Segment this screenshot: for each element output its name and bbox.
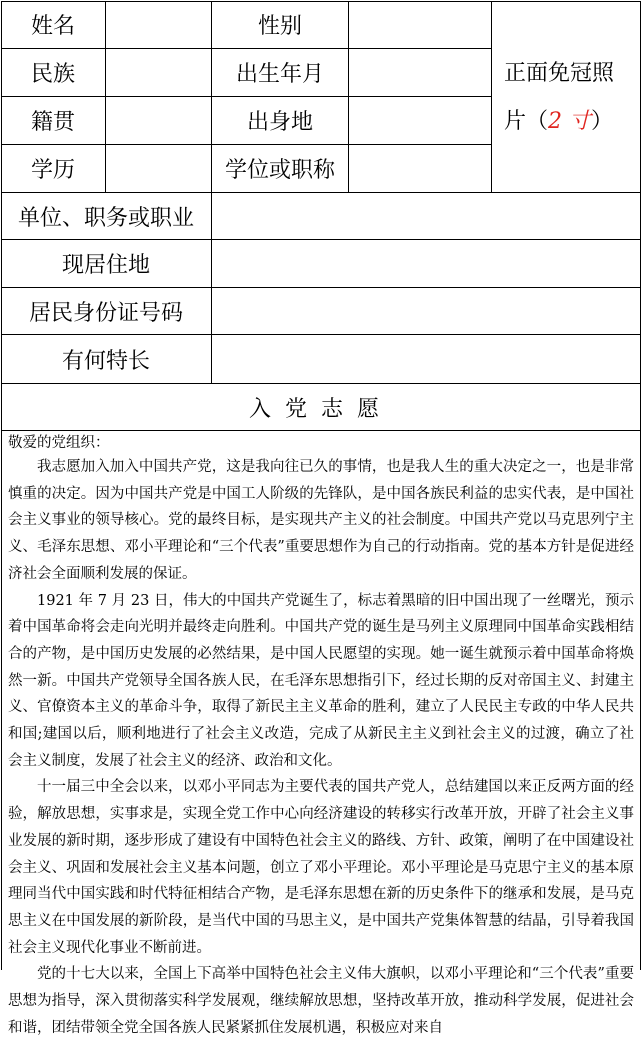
birthplace-label: 出身地: [246, 110, 313, 135]
form-border-right: [640, 1, 641, 970]
birthplace-field[interactable]: [349, 97, 491, 144]
section-title: 入党志愿: [248, 396, 393, 422]
specialty-field[interactable]: [212, 335, 640, 383]
gender-label: 性别: [257, 14, 302, 39]
degree-title-field[interactable]: [349, 145, 491, 192]
letter-paragraph-4: 党的十七大以来，全国上下高举中国特色社会主义伟大旗帜，以邓小平理论和“三个代表”重要思想为指导，深入贯彻落实科学发展观，继续解放思想，坚持改革开放，推动科学发展，促进社会和谐，团结带领全党全国各族人民紧紧抓住发展机遇，积极应对来自: [8, 966, 634, 1036]
id-number-field[interactable]: [212, 288, 640, 334]
letter-greeting: 敬爱的党组织：: [8, 435, 110, 451]
letter-paragraph-2: 1921 年 7 月 23 日，伟大的中国共产党诞生了，标志着黑暗的旧中国出现了一丝曙光，预示着中国革命将会走向光明并最终走向胜利。中国共产党的诞生是马列主义原理同中国革命实践相结合的产物，是中国历史发展的必然结果，是中国人民愿望的实现。她一诞生就预示着中国革命将焕然一新。中国共产党领导全国各族人民，在毛泽东思想指引下，经过长期的反对帝国主义、封建主义、官僚资本主义的革命斗争，取得了新民主主义革命的胜利，建立了人民民主专政的中华人民共和国;建国以后，顺利地进行了社会主义改造，完成了从新民主主义到社会主义的过渡，确立了社会主义制度，发展了社会主义的经济、政治和文化。: [8, 592, 634, 769]
photo-placeholder[interactable]: [504, 50, 634, 146]
education-field[interactable]: [106, 145, 211, 192]
photo-text-close: ）: [591, 109, 614, 134]
ethnicity-label: 民族: [30, 62, 75, 87]
workplace-field[interactable]: [212, 193, 640, 239]
letter-paragraph-1: 我志愿加入加入中国共产党，这是我向往已久的事情，也是我人生的重大决定之一，也是非常慎重的决定。因为中国共产党是中国工人阶级的先锋队，是中国各族民利益的忠实代表，是中国社会主义事业的领导核心。党的最终目标，是实现共产主义的社会制度。中国共产党以马克思列宁主义、毛泽东思想、邓小平理论和“三个代表”重要思想作为自己的行动指南。党的基本方针是促进经济社会全面顺利发展的保证。: [8, 459, 634, 582]
photo-size: 2 寸: [548, 109, 592, 134]
photo-text: 正面免冠照片（: [504, 61, 615, 134]
id-number-label: 居民身份证号码: [28, 300, 183, 326]
name-label: 姓名: [30, 14, 75, 39]
residence-label: 现居住地: [61, 253, 150, 278]
ethnicity-field[interactable]: [106, 49, 211, 96]
letter-paragraph-3: 十一届三中全会以来，以邓小平同志为主要代表的国共产党人，总结建国以来正反两方面的经验，解放思想，实事求是，实现全党工作中心向经济建设的转移实行改革开放，开辟了社会主义事业发展的新时期，逐步形成了建设有中国特色社会主义的路线、方针、政策，阐明了在中国建设社会主义、巩固和发展社会主义基本问题，创立了邓小平理论。邓小平理论是马克思宁主义的基本原理同当代中国实践和时代特征相结合产物，是毛泽东思想在新的历史条件下的继承和发展，是马克思主义在中国发展的新阶段，是当代中国的马思主义，是中国共产党集体智慧的结晶，引导着我国社会主义现代化事业不断前进。: [8, 779, 634, 956]
specialty-label: 有何特长: [61, 348, 150, 374]
birth-date-label: 出生年月: [235, 62, 324, 87]
native-place-field[interactable]: [106, 97, 211, 144]
name-field[interactable]: [106, 1, 211, 48]
col-divider-4: [491, 1, 492, 192]
education-label: 学历: [30, 158, 75, 183]
row-divider-9: [1, 430, 641, 431]
gender-field[interactable]: [349, 1, 491, 48]
degree-title-label: 学位或职称: [224, 158, 335, 183]
residence-field[interactable]: [212, 240, 640, 287]
application-letter: [8, 432, 634, 1041]
workplace-label: 单位、职务或职业: [17, 205, 194, 231]
native-place-label: 籍贯: [30, 110, 75, 135]
birth-date-field[interactable]: [349, 49, 491, 96]
